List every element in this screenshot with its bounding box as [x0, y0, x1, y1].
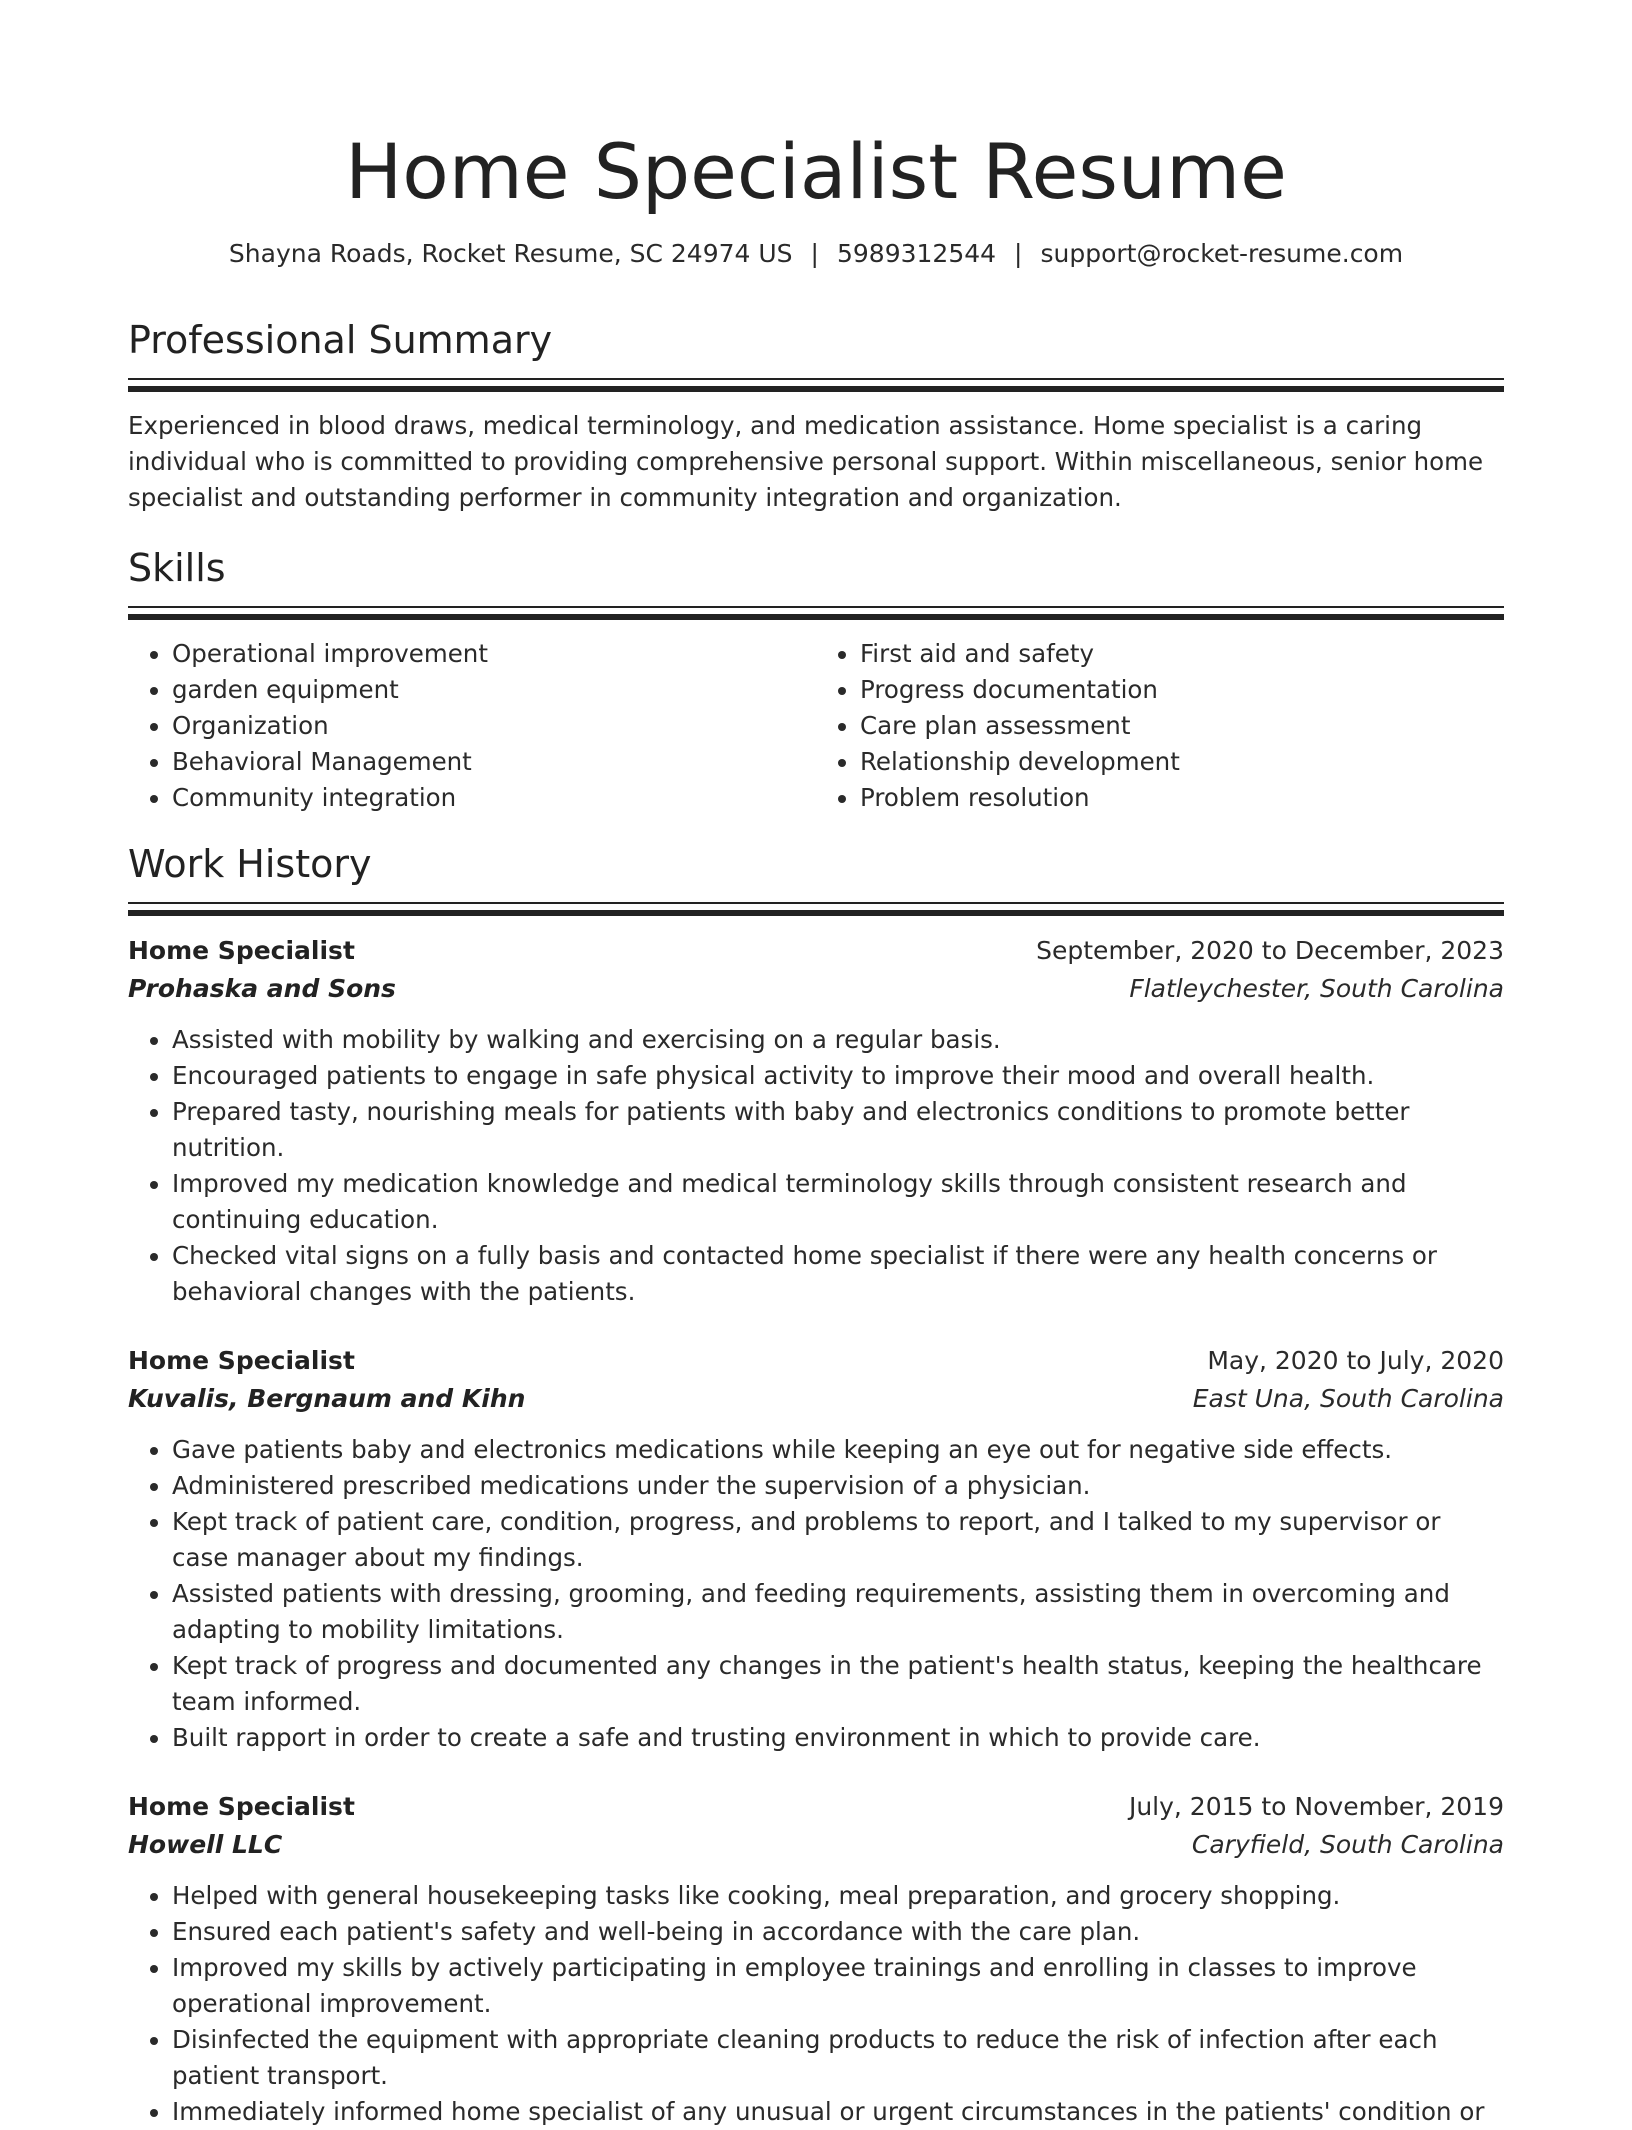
contact-line — [128, 238, 1504, 270]
section-rule-thin — [128, 378, 1504, 380]
work-history-section — [128, 840, 1504, 2130]
job-bullets — [128, 1022, 1504, 1310]
job-company: Howell LLC — [128, 1830, 283, 1859]
job-dates: July, 2015 to November, 2019 — [1128, 1792, 1504, 1821]
section-heading-work: Work History — [128, 842, 372, 886]
job-company-row — [128, 1826, 1504, 1864]
job-bullets — [128, 1432, 1504, 1756]
skill-item: • Behavioral Management — [172, 744, 816, 780]
job-header-row — [128, 1788, 1504, 1826]
job-header-row — [128, 932, 1504, 970]
job-bullet: • Assisted patients with dressing, grooming, and feeding requirements, assisting them in overcoming and adapting to mobility limitations. — [172, 1576, 1504, 1648]
skills-section — [128, 544, 1504, 816]
job-location: Flatleychester, South Carolina — [1129, 974, 1504, 1003]
job-bullet: • Immediately informed home specialist of any unusual or urgent circumstances in the patients' condition or — [172, 2094, 1504, 2130]
skill-item: • Organization — [172, 708, 816, 744]
professional-summary-section — [128, 316, 1504, 516]
job-location: East Una, South Carolina — [1192, 1384, 1504, 1413]
section-rule-thin — [128, 606, 1504, 608]
skill-item: • Community integration — [172, 780, 816, 816]
job-title: Home Specialist — [128, 1792, 355, 1821]
contact-separator: | — [1014, 239, 1023, 268]
section-rule-thin — [128, 902, 1504, 904]
job-dates: May, 2020 to July, 2020 — [1207, 1346, 1504, 1375]
job-company-row — [128, 970, 1504, 1008]
job-bullet: • Improved my medication knowledge and medical terminology skills through consistent research and continuing education. — [172, 1166, 1504, 1238]
job-bullets — [128, 1878, 1504, 2130]
job-dates: September, 2020 to December, 2023 — [1036, 936, 1504, 965]
contact-address: Shayna Roads, Rocket Resume, SC 24974 US — [228, 239, 793, 268]
job-entry — [128, 932, 1504, 1310]
job-company: Prohaska and Sons — [128, 974, 396, 1003]
skill-item: • First aid and safety — [860, 636, 1504, 672]
section-rule-thick — [128, 614, 1504, 620]
job-title: Home Specialist — [128, 1346, 355, 1375]
section-heading-skills: Skills — [128, 546, 226, 590]
skill-item: • Problem resolution — [860, 780, 1504, 816]
skills-list-right — [816, 636, 1504, 816]
job-bullet: • Assisted with mobility by walking and exercising on a regular basis. — [172, 1022, 1504, 1058]
skill-item: • Care plan assessment — [860, 708, 1504, 744]
section-rule-thick — [128, 386, 1504, 392]
job-company-row — [128, 1380, 1504, 1418]
job-bullet: • Prepared tasty, nourishing meals for patients with baby and electronics conditions to promote better nutrition. — [172, 1094, 1504, 1166]
summary-text: Experienced in blood draws, medical terminology, and medication assistance. Home specialist is a caring individual who is committed to providing comprehensive personal support. Within miscellaneous, senior home specialist and outstanding performer in community integration and organization. — [128, 411, 1484, 512]
job-bullet: • Checked vital signs on a fully basis and contacted home specialist if there were any health concerns or behavioral changes with the patients. — [172, 1238, 1504, 1310]
job-bullet: • Gave patients baby and electronics medications while keeping an eye out for negative side effects. — [172, 1432, 1504, 1468]
resume-page — [128, 0, 1504, 2130]
job-bullet: • Kept track of progress and documented any changes in the patient's health status, keeping the healthcare team informed. — [172, 1648, 1504, 1720]
job-bullet: • Helped with general housekeeping tasks like cooking, meal preparation, and grocery shopping. — [172, 1878, 1504, 1914]
job-bullet: • Ensured each patient's safety and well-being in accordance with the care plan. — [172, 1914, 1504, 1950]
job-header-row — [128, 1342, 1504, 1380]
job-bullet: • Encouraged patients to engage in safe physical activity to improve their mood and overall health. — [172, 1058, 1504, 1094]
skill-item: • Progress documentation — [860, 672, 1504, 708]
job-bullet: • Improved my skills by actively participating in employee trainings and enrolling in classes to improve operational improvement. — [172, 1950, 1504, 2022]
job-bullet: • Built rapport in order to create a safe and trusting environment in which to provide care. — [172, 1720, 1504, 1756]
contact-separator: | — [810, 239, 819, 268]
skills-list-left — [128, 636, 816, 816]
section-rule-thick — [128, 910, 1504, 916]
job-entry — [128, 1342, 1504, 1756]
contact-phone: 5989312544 — [836, 239, 997, 268]
resume-title: Home Specialist Resume — [345, 127, 1287, 216]
skill-item: • Operational improvement — [172, 636, 816, 672]
job-entry — [128, 1788, 1504, 2130]
skill-item: • Relationship development — [860, 744, 1504, 780]
job-title: Home Specialist — [128, 936, 355, 965]
job-bullet: • Disinfected the equipment with appropriate cleaning products to reduce the risk of infection after each patient transport. — [172, 2022, 1504, 2094]
skill-item: • garden equipment — [172, 672, 816, 708]
job-bullet: • Administered prescribed medications under the supervision of a physician. — [172, 1468, 1504, 1504]
contact-email[interactable]: support@rocket-resume.com — [1040, 239, 1404, 268]
job-bullet: • Kept track of patient care, condition, progress, and problems to report, and I talked to my supervisor or case manager about my findings. — [172, 1504, 1504, 1576]
skills-grid — [128, 636, 1504, 816]
section-heading-summary: Professional Summary — [128, 318, 553, 362]
job-company: Kuvalis, Bergnaum and Kihn — [128, 1384, 526, 1413]
job-location: Caryfield, South Carolina — [1191, 1830, 1504, 1859]
